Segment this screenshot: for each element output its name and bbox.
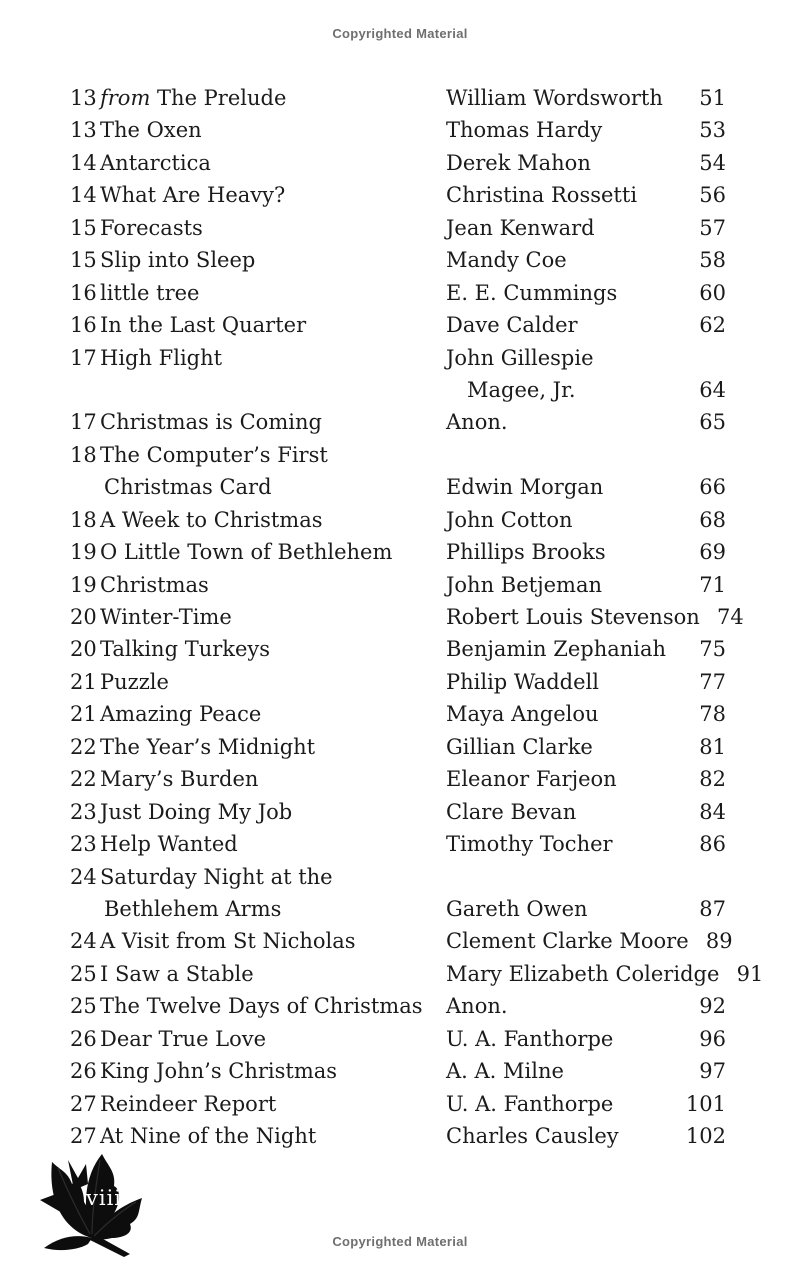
entry-title	[100, 212, 446, 244]
toc-row	[70, 796, 726, 828]
toc-row	[70, 990, 726, 1022]
entry-author	[446, 861, 682, 893]
entry-number	[70, 374, 100, 406]
entry-author: Mandy Coe	[446, 248, 567, 273]
entry-page: 84	[699, 799, 726, 824]
entry-title-text: The Computer’s First	[100, 442, 328, 467]
toc-row	[70, 114, 726, 146]
entry-author: U. A. Fanthorpe	[446, 1026, 614, 1051]
entry-title	[100, 925, 446, 957]
toc-row	[70, 179, 726, 211]
entry-page: 91	[736, 961, 764, 986]
entry-page	[682, 439, 726, 471]
entry-page: 53	[699, 118, 726, 143]
entry-page: 51	[699, 86, 726, 110]
entry-title	[100, 569, 446, 601]
entry-number: 13	[70, 118, 97, 143]
entry-author: Derek Mahon	[446, 150, 591, 175]
entry-title	[100, 828, 446, 860]
entry-number: 23	[70, 799, 97, 824]
entry-author: John Cotton	[446, 507, 573, 532]
entry-title	[100, 244, 446, 276]
toc-row	[70, 763, 726, 795]
entry-page: 78	[699, 702, 726, 727]
toc-row	[70, 861, 726, 893]
entry-title	[100, 1055, 446, 1087]
entry-title	[100, 763, 446, 795]
entry-author: Charles Causley	[446, 1124, 619, 1148]
copyright-notice-bottom: Copyrighted Material	[332, 1234, 468, 1249]
entry-author: Benjamin Zephaniah	[446, 637, 667, 662]
entry-author: William Wordsworth	[446, 86, 663, 110]
entry-title	[100, 1088, 446, 1120]
entry-title	[100, 893, 446, 925]
copyright-notice-top: Copyrighted Material	[332, 26, 468, 41]
entry-author: Maya Angelou	[446, 702, 599, 727]
entry-title	[100, 439, 446, 471]
entry-title-text: The Twelve Days of Christmas	[100, 994, 423, 1019]
entry-title	[100, 958, 446, 990]
entry-author: Anon.	[446, 994, 508, 1019]
entry-author: Timothy Tocher	[446, 832, 613, 857]
entry-title-text: Just Doing My Job	[100, 799, 293, 824]
entry-number: 26	[70, 1059, 97, 1084]
entry-author: Mary Elizabeth Coleridge	[446, 961, 720, 986]
entry-number: 26	[70, 1026, 97, 1051]
toc-row	[70, 309, 726, 341]
toc-row	[70, 147, 726, 179]
entry-title	[100, 1023, 446, 1055]
entry-page: 65	[699, 410, 726, 435]
entry-title	[100, 309, 446, 341]
entry-author: Gareth Owen	[446, 896, 588, 921]
entry-page: 64	[699, 377, 726, 402]
entry-title-text: Forecasts	[100, 215, 203, 240]
entry-number: 21	[70, 702, 97, 727]
entry-page: 89	[705, 929, 733, 954]
entry-title-text: Antarctica	[100, 150, 211, 175]
entry-number: 24	[70, 864, 97, 889]
entry-title-text: In the Last Quarter	[100, 313, 307, 338]
entry-title-text: Puzzle	[100, 669, 169, 694]
entry-author: John Betjeman	[446, 572, 602, 597]
toc-row	[70, 569, 726, 601]
entry-title-text: Talking Turkeys	[100, 637, 271, 662]
toc-row	[70, 536, 726, 568]
entry-number: 24	[70, 929, 97, 954]
toc-row	[70, 504, 726, 536]
entry-number: 25	[70, 961, 97, 986]
toc-row	[70, 893, 726, 925]
entry-author: Robert Louis Stevenson	[446, 605, 700, 629]
toc-row	[70, 828, 726, 860]
entry-title-text: Reindeer Report	[100, 1091, 277, 1116]
entry-author: Magee, Jr.	[467, 377, 576, 402]
entry-title	[100, 179, 446, 211]
entry-author: Jean Kenward	[446, 215, 595, 240]
entry-author: Clement Clarke Moore	[446, 929, 689, 954]
entry-number: 20	[70, 605, 97, 629]
entry-page: 96	[699, 1026, 726, 1051]
entry-number: 14	[70, 150, 97, 175]
entry-title-text: I Saw a Stable	[100, 961, 254, 986]
entry-title-italic-part: from	[100, 86, 158, 110]
entry-page: 86	[699, 832, 726, 857]
entry-number: 17	[70, 410, 97, 435]
entry-title	[100, 471, 446, 503]
entry-author: Phillips Brooks	[446, 540, 606, 565]
entry-title	[100, 990, 446, 1022]
entry-title-text: Bethlehem Arms	[104, 896, 282, 921]
entry-page: 75	[699, 637, 726, 662]
entry-title-text: Christmas is Coming	[100, 410, 322, 435]
entry-title	[100, 82, 446, 114]
entry-title-text: The Year’s Midnight	[100, 734, 316, 759]
entry-title-text: Christmas Card	[104, 475, 272, 500]
entry-page: 66	[699, 475, 726, 500]
entry-title	[100, 601, 446, 633]
entry-number: 16	[70, 280, 97, 305]
entry-number: 16	[70, 313, 97, 338]
table-of-contents	[70, 82, 764, 1152]
toc-row	[70, 698, 726, 730]
entry-author: Gillian Clarke	[446, 734, 593, 759]
entry-title	[100, 633, 446, 665]
entry-number: 23	[70, 832, 97, 857]
toc-row	[70, 342, 726, 374]
entry-number: 27	[70, 1124, 97, 1148]
entry-page: 92	[699, 994, 726, 1019]
entry-title-text: A Visit from St Nicholas	[100, 929, 356, 954]
entry-title-text: Mary’s Burden	[100, 767, 259, 792]
entry-title-text: Dear True Love	[100, 1026, 267, 1051]
entry-title-text: Amazing Peace	[100, 702, 262, 727]
toc-row	[70, 277, 726, 309]
toc-row	[70, 1023, 726, 1055]
toc-row	[70, 666, 726, 698]
toc-row	[70, 82, 726, 114]
toc-row	[70, 374, 726, 406]
entry-number: 18	[70, 507, 97, 532]
entry-title	[100, 504, 446, 536]
entry-number	[70, 893, 100, 925]
entry-title	[100, 1120, 446, 1152]
entry-author: Dave Calder	[446, 313, 578, 338]
entry-page: 74	[717, 605, 744, 629]
entry-title	[100, 536, 446, 568]
entry-number: 20	[70, 637, 97, 662]
entry-page: 87	[699, 896, 726, 921]
entry-author: Christina Rossetti	[446, 183, 638, 208]
toc-row	[70, 244, 726, 276]
entry-title	[100, 147, 446, 179]
toc-row	[70, 633, 726, 665]
entry-number: 22	[70, 767, 97, 792]
entry-page: 69	[699, 540, 726, 565]
entry-author	[446, 439, 682, 471]
entry-number: 18	[70, 442, 97, 467]
entry-number: 25	[70, 994, 97, 1019]
entry-number: 21	[70, 669, 97, 694]
entry-title-text: High Flight	[100, 345, 223, 370]
entry-title-text: A Week to Christmas	[100, 507, 323, 532]
entry-author: A. A. Milne	[446, 1059, 564, 1084]
entry-number: 19	[70, 540, 97, 565]
entry-title	[100, 666, 446, 698]
entry-author: John Gillespie	[446, 345, 594, 370]
toc-row	[70, 471, 726, 503]
toc-row	[70, 1088, 726, 1120]
entry-page	[682, 861, 726, 893]
entry-author: E. E. Cummings	[446, 280, 618, 305]
entry-title-text: Saturday Night at the	[100, 864, 333, 889]
entry-title-text: The Prelude	[157, 86, 287, 110]
toc-row	[70, 731, 726, 763]
entry-number: 22	[70, 734, 97, 759]
entry-title	[100, 861, 446, 893]
entry-title-text: King John’s Christmas	[100, 1059, 338, 1084]
entry-title-text: At Nine of the Night	[100, 1124, 317, 1148]
entry-page: 77	[699, 669, 726, 694]
entry-title-text: Winter-Time	[100, 605, 232, 629]
toc-row	[70, 958, 764, 990]
entry-author: Eleanor Farjeon	[446, 767, 617, 792]
entry-page: 54	[699, 150, 726, 175]
entry-page	[682, 342, 726, 374]
entry-title	[100, 796, 446, 828]
entry-title	[100, 406, 446, 438]
entry-page: 71	[699, 572, 726, 597]
entry-title-text: Slip into Sleep	[100, 248, 256, 273]
toc-row	[70, 212, 726, 244]
entry-number: 15	[70, 248, 97, 273]
entry-number: 15	[70, 215, 97, 240]
entry-page: 102	[685, 1124, 726, 1148]
entry-title-text: little tree	[100, 280, 200, 305]
entry-page: 62	[699, 313, 726, 338]
entry-page: 82	[699, 767, 726, 792]
toc-row	[70, 925, 733, 957]
entry-number: 13	[70, 86, 97, 110]
entry-number: 14	[70, 183, 97, 208]
entry-title-text: Christmas	[100, 572, 209, 597]
entry-author: Philip Waddell	[446, 669, 599, 694]
entry-page: 97	[699, 1059, 726, 1084]
entry-author: Edwin Morgan	[446, 475, 604, 500]
entry-title	[100, 277, 446, 309]
entry-author: Clare Bevan	[446, 799, 577, 824]
entry-page: 81	[699, 734, 726, 759]
toc-row	[70, 1120, 726, 1152]
entry-page: 101	[685, 1091, 726, 1116]
entry-title	[100, 698, 446, 730]
entry-author: Thomas Hardy	[446, 118, 603, 143]
entry-title	[100, 374, 446, 406]
entry-title-text: Help Wanted	[100, 832, 238, 857]
entry-page: 57	[699, 215, 726, 240]
entry-number	[70, 471, 100, 503]
entry-page: 58	[699, 248, 726, 273]
page-number-roman: viii	[85, 1186, 122, 1210]
entry-number: 17	[70, 345, 97, 370]
entry-title-text: O Little Town of Bethlehem	[100, 540, 393, 565]
entry-title	[100, 114, 446, 146]
entry-number: 27	[70, 1091, 97, 1116]
toc-row	[70, 601, 744, 633]
entry-title	[100, 342, 446, 374]
entry-title-text: The Oxen	[100, 118, 202, 143]
entry-author: U. A. Fanthorpe	[446, 1091, 614, 1116]
entry-author: Anon.	[446, 410, 508, 435]
entry-number: 19	[70, 572, 97, 597]
entry-page: 68	[699, 507, 726, 532]
entry-page: 56	[699, 183, 726, 208]
entry-page: 60	[699, 280, 726, 305]
entry-title	[100, 731, 446, 763]
toc-row	[70, 406, 726, 438]
toc-row	[70, 439, 726, 471]
toc-row	[70, 1055, 726, 1087]
entry-title-text: What Are Heavy?	[100, 183, 286, 208]
